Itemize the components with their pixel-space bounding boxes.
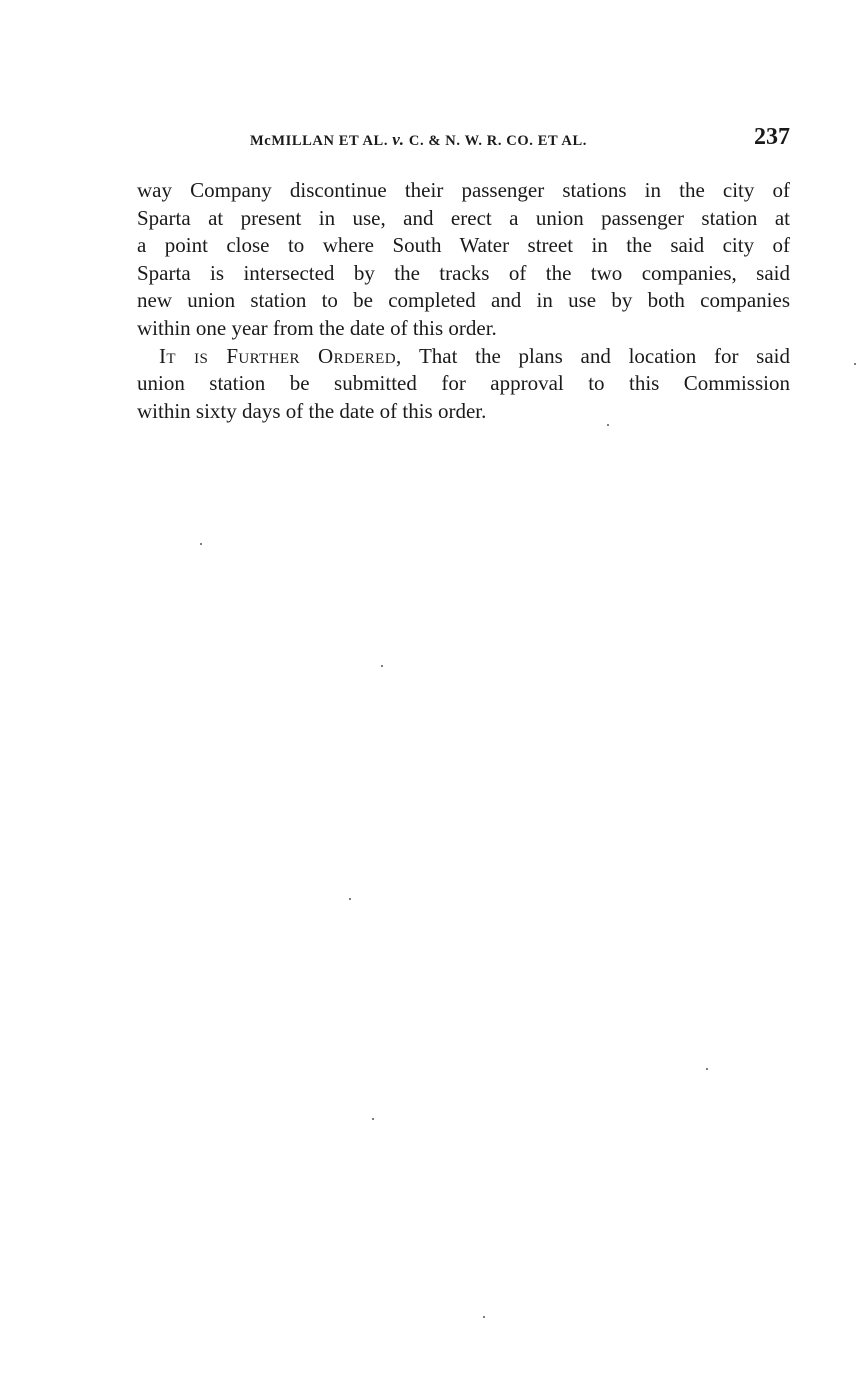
scan-speck <box>372 1118 374 1120</box>
running-title-italic: v. <box>392 130 405 149</box>
text-line: new union station to be completed and in use by both companies <box>137 288 790 313</box>
text-line: within one year from the date of this order. <box>137 315 497 340</box>
scan-speck <box>607 424 609 426</box>
text-line: a point close to where South Water street in the said city of <box>137 233 790 258</box>
text-line: within sixty days of the date of this order. <box>137 398 487 423</box>
running-head <box>137 124 790 156</box>
text-line: way Company discontinue their passenger stations in the city of <box>137 178 790 202</box>
scan-speck <box>706 1068 708 1070</box>
running-title <box>137 130 700 150</box>
running-title-before: McMILLAN ET AL. <box>250 133 393 149</box>
body-text <box>137 177 790 425</box>
paragraph-2 <box>137 343 790 426</box>
text-line: Sparta is intersected by the tracks of the two companies, said <box>137 260 790 285</box>
text-line-rest: That the plans and location for said <box>401 343 790 368</box>
scan-speck <box>381 665 383 667</box>
paragraph-lead-in: It is Further Ordered, <box>159 343 402 368</box>
scan-speck <box>854 363 856 365</box>
text-line-first <box>137 343 790 371</box>
scan-speck <box>483 1316 485 1318</box>
text-line: union station be submitted for approval to this Commission <box>137 371 790 396</box>
text-line: Sparta at present in use, and erect a union passenger station at <box>137 205 790 230</box>
paragraph-1 <box>137 177 790 343</box>
running-title-after: C. & N. W. R. CO. ET AL. <box>404 133 587 149</box>
scan-speck <box>349 898 351 900</box>
page-number: 237 <box>754 124 790 150</box>
scan-speck <box>200 543 202 545</box>
